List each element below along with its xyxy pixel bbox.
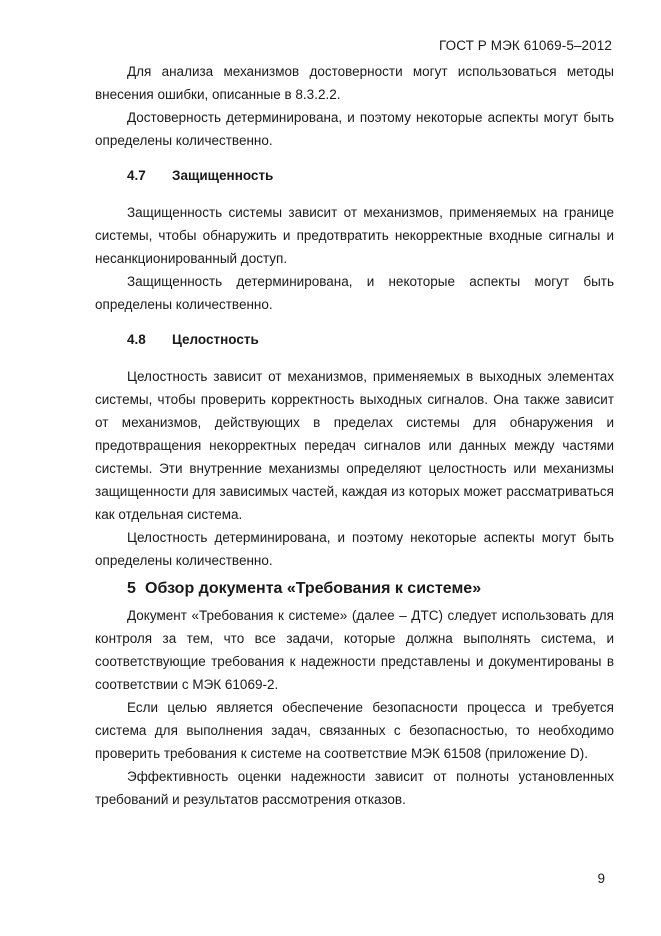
document-body <box>95 60 614 811</box>
section-number: 4.8 <box>127 332 146 347</box>
section-title: Обзор документа «Требования к системе» <box>145 580 482 597</box>
paragraph: Целостность детерминирована, и поэтому некоторые аспекты могут быть определены количественно. <box>95 530 614 568</box>
paragraph: Если целью является обеспечение безопасности процесса и требуется система для выполнения задач, связанных с безопасностью, то необходимо проверить требования к системе на соответствие МЭК 61508 (приложение D). <box>95 700 614 761</box>
page-number: 9 <box>597 871 605 886</box>
section-heading-5 <box>95 577 614 600</box>
paragraph: Документ «Требования к системе» (далее – ДТС) следует использовать для контроля за тем, что все задачи, которые должна выполнять система, и соответствующие требования к надежности представлены и документированы в соответствии с МЭК 61069-2. <box>95 608 614 692</box>
paragraph: Для анализа механизмов достоверности могут использоваться методы внесения ошибки, описанные в 8.3.2.2. <box>95 64 614 102</box>
paragraph: Эффективность оценки надежности зависит от полноты установленных требований и результатов рассмотрения отказов. <box>95 769 614 807</box>
section-number: 5 <box>127 580 136 597</box>
paragraph: Защищенность детерминирована, и некоторые аспекты могут быть определены количественно. <box>95 274 614 312</box>
paragraph: Защищенность системы зависит от механизмов, применяемых на границе системы, чтобы обнаружить и предотвратить некорректные входные сигналы и несанкционированный доступ. <box>95 205 614 266</box>
section-heading-4-7 <box>95 164 614 187</box>
document-header: ГОСТ Р МЭК 61069-5–2012 <box>438 38 612 53</box>
section-title: Целостность <box>172 332 259 347</box>
paragraph: Достоверность детерминирована, и поэтому некоторые аспекты могут быть определены количественно. <box>95 110 614 148</box>
paragraph: Целостность зависит от механизмов, применяемых в выходных элементах системы, чтобы проверить корректность выходных сигналов. Она также зависит от механизмов, действующих в пределах системы для обнаружения и предотвращения некорректных передач сигналов или данных между частями системы. Эти внутренние механизмы определяют целостность или механизмы защищенности для зависимых частей, каждая из которых может рассматриваться как отдельная система. <box>95 369 614 522</box>
section-title: Защищенность <box>172 168 274 183</box>
section-number: 4.7 <box>127 168 146 183</box>
section-heading-4-8 <box>95 328 614 351</box>
